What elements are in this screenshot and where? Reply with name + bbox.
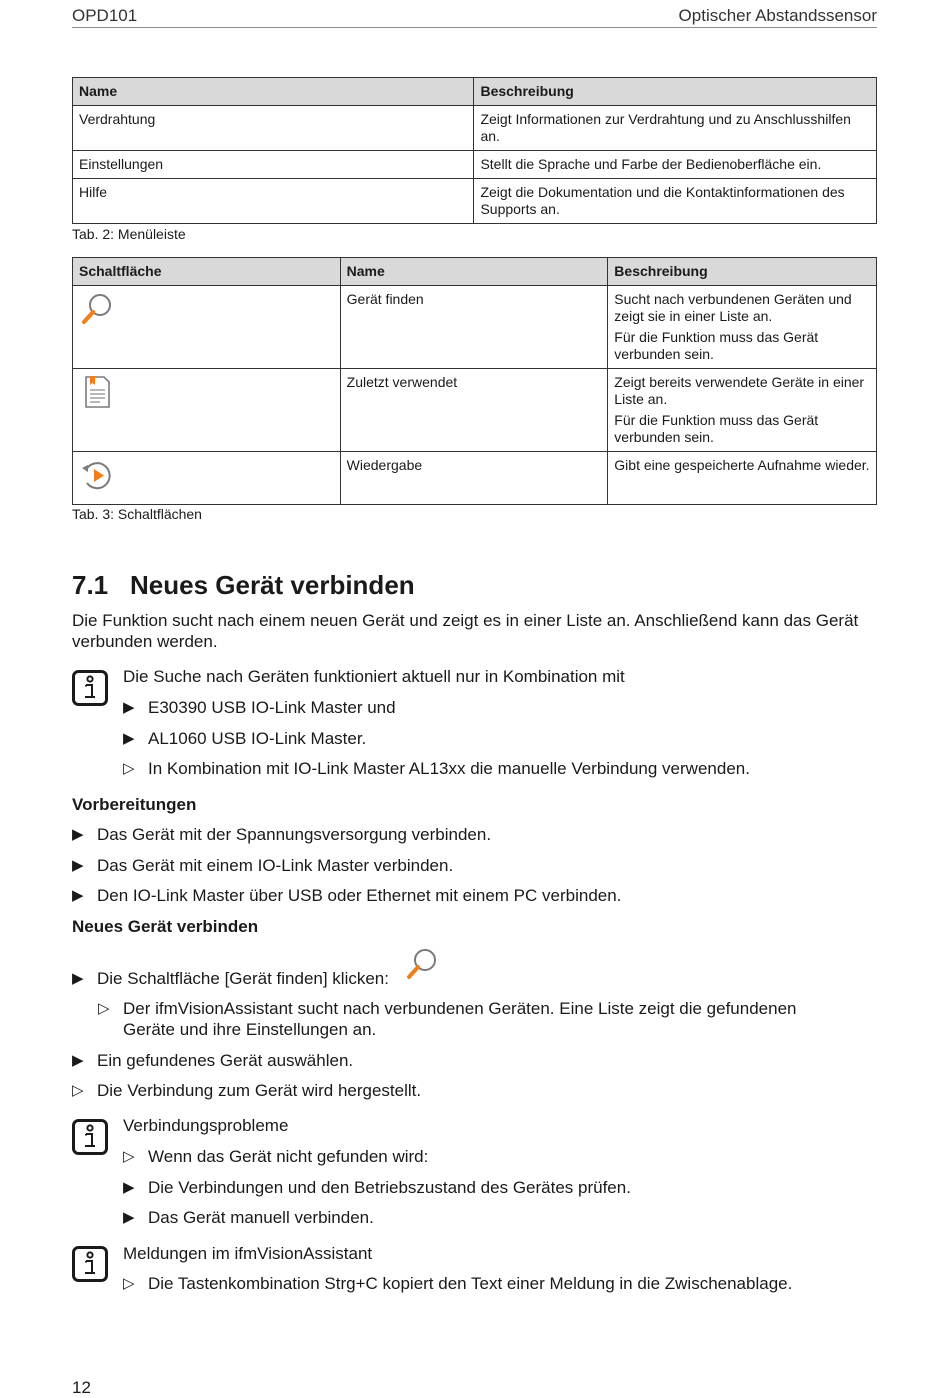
note-title: Meldungen im ifmVisionAssistant	[123, 1244, 373, 1263]
playback-icon	[79, 457, 115, 493]
table-row	[73, 452, 877, 505]
column-header: Name	[340, 258, 608, 286]
list-item-text: AL1060 USB IO-Link Master.	[148, 729, 367, 748]
table-cell: Zeigt die Dokumentation und die Kontaktinformationen des Supports an.	[474, 179, 877, 224]
section-heading	[72, 570, 415, 601]
table-row	[73, 106, 877, 151]
list-item-text: In Kombination mit IO-Link Master AL13xx die manuelle Verbindung verwenden.	[148, 759, 750, 778]
action-marker: ▶	[123, 1179, 135, 1196]
table-cell: Stellt die Sprache und Farbe der Bedienoberfläche ein.	[474, 151, 877, 179]
menu-bar-table	[72, 77, 877, 224]
list-item-text: Das Gerät manuell verbinden.	[148, 1208, 374, 1227]
document-title: Optischer Abstandssensor	[678, 5, 877, 25]
description-note: Für die Funktion muss das Gerät verbunden sein.	[614, 412, 819, 445]
column-header: Beschreibung	[474, 78, 877, 106]
result-marker: ▷	[123, 760, 135, 777]
description-note: Für die Funktion muss das Gerät verbunden sein.	[614, 329, 819, 362]
table-cell	[608, 452, 877, 505]
button-cell	[73, 286, 341, 369]
action-marker: ▶	[72, 826, 84, 843]
result-marker: ▷	[72, 1082, 84, 1099]
table-caption: Tab. 3: Schaltflächen	[72, 506, 202, 522]
list-item-text: Das Gerät mit einem IO-Link Master verbinden.	[97, 856, 454, 875]
list-item	[123, 1273, 792, 1294]
description-text: Zeigt bereits verwendete Geräte in einer Liste an.	[614, 374, 865, 407]
list-item	[123, 758, 750, 779]
list-item	[72, 885, 621, 906]
list-item	[123, 1146, 428, 1167]
action-marker: ▶	[72, 970, 84, 987]
table-header-row	[73, 258, 877, 286]
list-item-text: Die Verbindung zum Gerät wird hergestellt.	[97, 1081, 422, 1100]
list-item-text: Die Tastenkombination Strg+C kopiert den Text einer Meldung in die Zwischenablage.	[148, 1274, 793, 1293]
table-row	[73, 179, 877, 224]
list-item-text: Wenn das Gerät nicht gefunden wird:	[148, 1147, 429, 1166]
list-item	[123, 1177, 631, 1198]
note-text: Die Suche nach Geräten funktioniert aktuell nur in Kombination mit	[123, 667, 625, 686]
table-row	[73, 369, 877, 452]
list-item	[123, 697, 396, 718]
table-cell	[608, 369, 877, 452]
action-marker: ▶	[123, 699, 135, 716]
subheading: Vorbereitungen	[72, 795, 197, 814]
table-row	[73, 286, 877, 369]
action-marker: ▶	[123, 1209, 135, 1226]
list-item	[123, 728, 366, 749]
result-marker: ▷	[123, 1275, 135, 1292]
table-cell: Zeigt Informationen zur Verdrahtung und zu Anschlusshilfen an.	[474, 106, 877, 151]
subheading: Neues Gerät verbinden	[72, 917, 259, 936]
section-intro: Die Funktion sucht nach einem neuen Gerät und zeigt es in einer Liste an. Anschließend kann das Gerät verbunden werden.	[72, 611, 859, 651]
table-cell: Zuletzt verwendet	[340, 369, 608, 452]
info-icon	[72, 1246, 108, 1282]
list-item-text: Die Schaltfläche [Gerät finden] klicken:	[97, 969, 389, 988]
info-icon	[72, 670, 108, 706]
document-code: OPD101	[72, 5, 138, 25]
buttons-table	[72, 257, 877, 505]
list-item-text: Das Gerät mit der Spannungsversorgung verbinden.	[97, 825, 492, 844]
button-cell	[73, 369, 341, 452]
column-header: Name	[73, 78, 474, 106]
section-number: 7.1	[72, 570, 109, 600]
list-item	[98, 998, 858, 1040]
table-cell	[608, 286, 877, 369]
column-header: Beschreibung	[608, 258, 877, 286]
list-item	[72, 824, 491, 845]
table-caption: Tab. 2: Menüleiste	[72, 226, 186, 242]
column-header: Schaltfläche	[73, 258, 341, 286]
note-title: Verbindungsprobleme	[123, 1116, 289, 1135]
list-item-text: Die Verbindungen und den Betriebszustand des Gerätes prüfen.	[148, 1178, 631, 1197]
list-item	[72, 968, 389, 989]
list-item-text: Ein gefundenes Gerät auswählen.	[97, 1051, 354, 1070]
table-header-row	[73, 78, 877, 106]
table-cell: Wiedergabe	[340, 452, 608, 505]
description-text: Sucht nach verbundenen Geräten und zeigt sie in einer Liste an.	[614, 291, 852, 324]
recent-document-icon	[79, 374, 115, 410]
list-item-text: E30390 USB IO-Link Master und	[148, 698, 396, 717]
page-header	[72, 4, 877, 28]
action-marker: ▶	[123, 730, 135, 747]
magnifier-icon	[79, 291, 115, 327]
table-row	[73, 151, 877, 179]
table-cell: Verdrahtung	[73, 106, 474, 151]
button-cell	[73, 452, 341, 505]
table-cell: Gerät finden	[340, 286, 608, 369]
description-text: Gibt eine gespeicherte Aufnahme wieder.	[614, 457, 870, 473]
list-item-text: Den IO-Link Master über USB oder Ethernet mit einem PC verbinden.	[97, 886, 622, 905]
list-item	[72, 855, 453, 876]
list-item-text	[123, 998, 797, 1040]
info-icon	[72, 1119, 108, 1155]
page-number: 12	[72, 1378, 91, 1397]
result-line: Der ifmVisionAssistant sucht nach verbundenen Geräten. Eine Liste zeigt die gefundenen	[123, 999, 797, 1018]
result-marker: ▷	[98, 1000, 110, 1017]
action-marker: ▶	[72, 887, 84, 904]
table-cell: Hilfe	[73, 179, 474, 224]
result-marker: ▷	[123, 1148, 135, 1165]
list-item	[72, 1050, 353, 1071]
action-marker: ▶	[72, 1052, 84, 1069]
section-title: Neues Gerät verbinden	[130, 570, 415, 600]
list-item	[72, 1080, 421, 1101]
action-marker: ▶	[72, 857, 84, 874]
table-cell: Einstellungen	[73, 151, 474, 179]
result-line: Geräte und ihre Einstellungen an.	[123, 1020, 377, 1039]
list-item	[123, 1207, 374, 1228]
magnifier-icon	[404, 946, 440, 982]
